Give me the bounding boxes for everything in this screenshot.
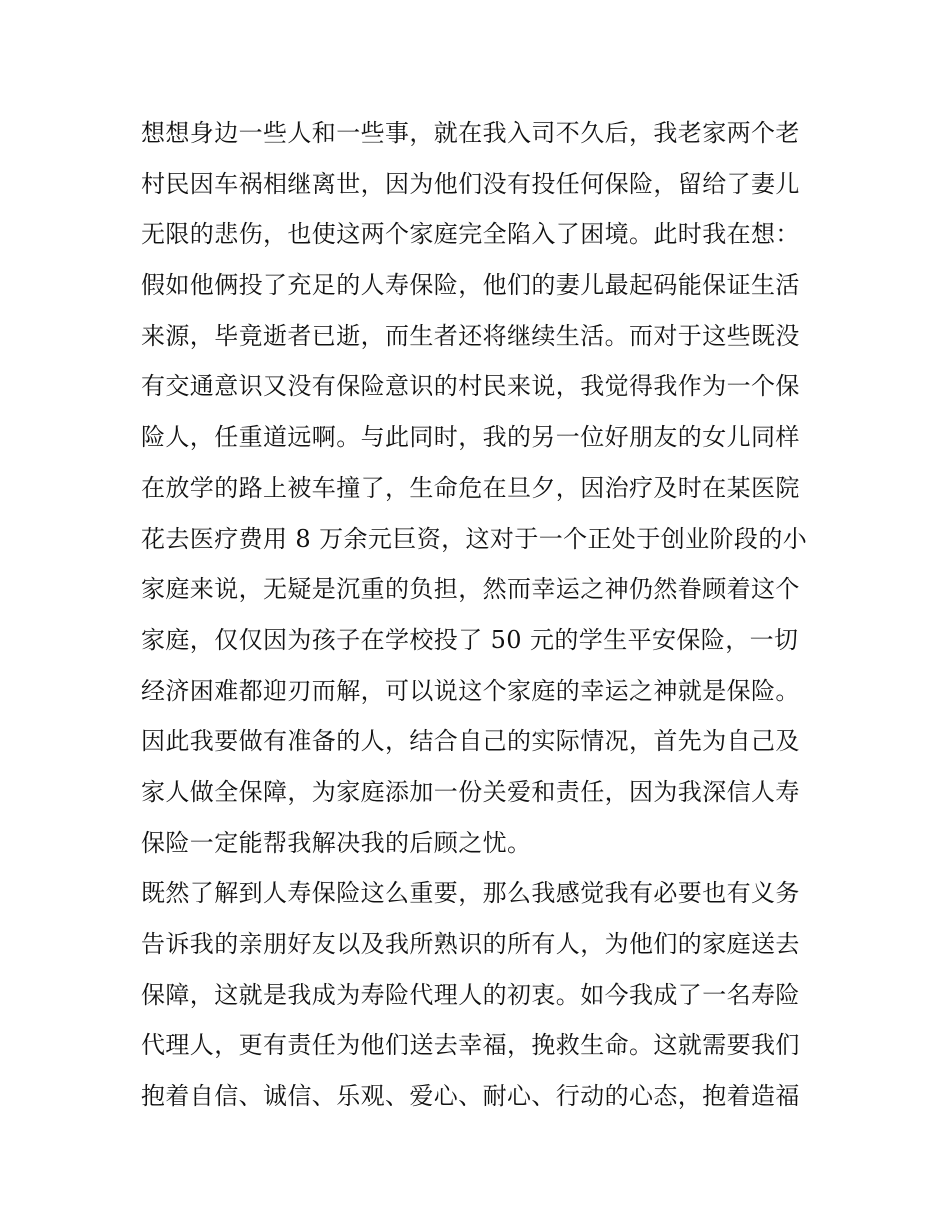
text-line: 保险一定能帮我解决我的后顾之忧。 bbox=[141, 828, 532, 857]
text-line: 抱着自信、诚信、乐观、爱心、耐心、行动的心态，抱着造福 bbox=[141, 1082, 800, 1111]
text-line: 因此我要做有准备的人，结合自己的实际情况，首先为自己及 bbox=[141, 727, 800, 756]
text-line: 告诉我的亲朋好友以及我所熟识的所有人，为他们的家庭送去 bbox=[141, 930, 800, 958]
document-body bbox=[141, 108, 821, 1122]
text-line: 家人做全保障，为家庭添加一份关爱和责任，因为我深信人寿 bbox=[141, 777, 800, 806]
text-line: 保障，这就是我成为寿险代理人的初衷。如今我成了一名寿险 bbox=[141, 980, 800, 1009]
text-line: 有交通意识又没有保险意识的村民来说，我觉得我作为一个保 bbox=[141, 372, 800, 401]
text-line: 来源，毕竟逝者已逝，而生者还将继续生活。而对于这些既没 bbox=[141, 321, 800, 350]
text-line: 代理人，更有责任为他们送去幸福，挽救生命。这就需要我们 bbox=[141, 1031, 800, 1060]
paragraph bbox=[141, 868, 821, 1121]
text-line: 假如他俩投了充足的人寿保险，他们的妻儿最起码能保证生活 bbox=[141, 271, 800, 300]
text-line: 村民因车祸相继离世，因为他们没有投任何保险，留给了妻儿 bbox=[141, 169, 800, 198]
text-line: 既然了解到人寿保险这么重要，那么我感觉我有必要也有义务 bbox=[141, 879, 800, 908]
text-line: 家庭来说，无疑是沉重的负担，然而幸运之神仍然眷顾着这个 bbox=[141, 575, 800, 604]
text-line: 在放学的路上被车撞了，生命危在旦夕，因治疗及时在某医院 bbox=[141, 473, 800, 502]
paragraph bbox=[141, 108, 821, 868]
text-line: 家庭，仅仅因为孩子在学校投了 50 元的学生平安保险，一切 bbox=[141, 625, 799, 654]
text-line: 想想身边一些人和一些事，就在我入司不久后，我老家两个老 bbox=[141, 119, 800, 147]
text-line: 经济困难都迎刃而解，可以说这个家庭的幸运之神就是保险。 bbox=[141, 676, 800, 705]
text-line: 无限的悲伤，也使这两个家庭完全陷入了困境。此时我在想： bbox=[141, 220, 800, 249]
text-line: 险人，任重道远啊。与此同时，我的另一位好朋友的女儿同样 bbox=[141, 423, 800, 452]
text-line: 花去医疗费用 8 万余元巨资，这对于一个正处于创业阶段的小 bbox=[141, 524, 808, 553]
